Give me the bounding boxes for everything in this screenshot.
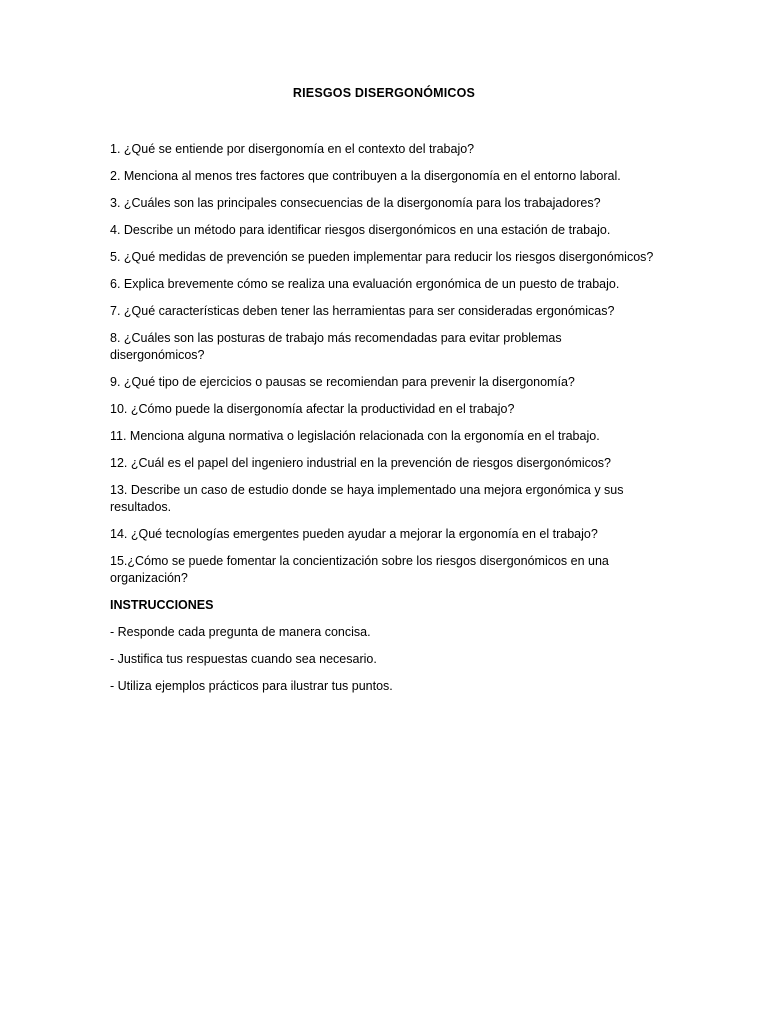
question-10: 10. ¿Cómo puede la disergonomía afectar la productividad en el trabajo? (110, 402, 515, 416)
question-3: 3. ¿Cuáles son las principales consecuencias de la disergonomía para los trabajadores? (110, 196, 601, 210)
question-1: 1. ¿Qué se entiende por disergonomía en el contexto del trabajo? (110, 142, 475, 156)
instruction-2: - Justifica tus respuestas cuando sea necesario. (110, 652, 377, 666)
question-4: 4. Describe un método para identificar riesgos disergonómicos en una estación de trabajo. (110, 223, 611, 237)
question-5: 5. ¿Qué medidas de prevención se pueden implementar para reducir los riesgos disergonómicos? (110, 250, 654, 264)
question-8: 8. ¿Cuáles son las posturas de trabajo más recomendadas para evitar problemas disergonómicos? (110, 331, 562, 362)
question-9: 9. ¿Qué tipo de ejercicios o pausas se recomiendan para prevenir la disergonomía? (110, 375, 575, 389)
question-2: 2. Menciona al menos tres factores que contribuyen a la disergonomía en el entorno laboral. (110, 169, 621, 183)
question-15: 15.¿Cómo se puede fomentar la concientización sobre los riesgos disergonómicos en una organización? (110, 554, 609, 585)
instruction-1: - Responde cada pregunta de manera concisa. (110, 625, 371, 639)
question-14: 14. ¿Qué tecnologías emergentes pueden ayudar a mejorar la ergonomía en el trabajo? (110, 527, 598, 541)
instruction-3: - Utiliza ejemplos prácticos para ilustrar tus puntos. (110, 679, 393, 693)
question-6: 6. Explica brevemente cómo se realiza una evaluación ergonómica de un puesto de trabajo. (110, 277, 620, 291)
instructions-heading: INSTRUCCIONES (110, 598, 214, 612)
question-12: 12. ¿Cuál es el papel del ingeniero industrial en la prevención de riesgos disergonómicos? (110, 456, 611, 470)
question-13: 13. Describe un caso de estudio donde se haya implementado una mejora ergonómica y sus resultados. (110, 483, 624, 514)
document-title: RIESGOS DISERGONÓMICOS (292, 86, 476, 100)
question-7: 7. ¿Qué características deben tener las herramientas para ser consideradas ergonómicas? (110, 304, 615, 318)
document-body (110, 141, 658, 705)
question-11: 11. Menciona alguna normativa o legislación relacionada con la ergonomía en el trabajo. (110, 429, 600, 443)
